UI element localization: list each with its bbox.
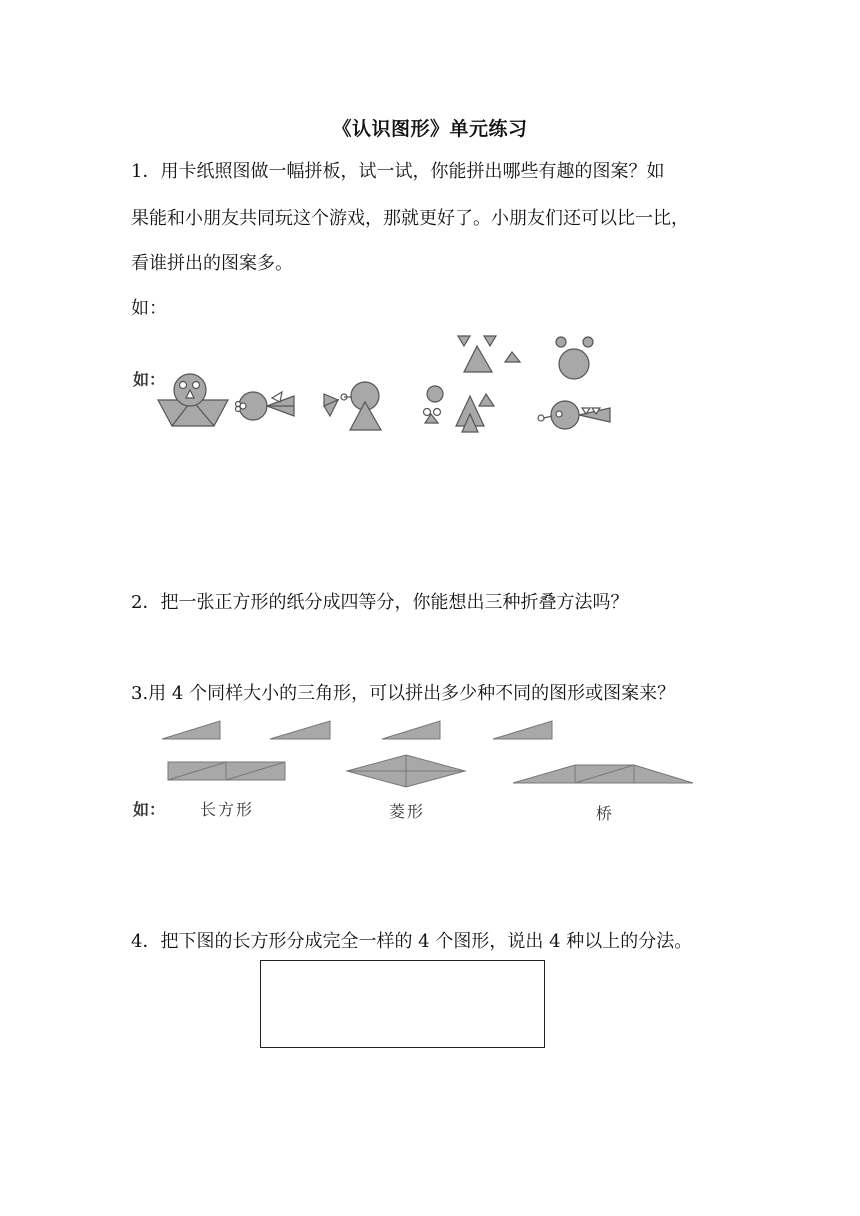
q1-figure-label: 如： [133, 370, 166, 389]
page-title: 《认识图形》单元练习 [332, 118, 528, 140]
q3-figure-prefix: 如： [133, 800, 166, 819]
loose-triangle [382, 721, 440, 739]
figure-rectangle [168, 762, 285, 780]
figure-fish [236, 392, 295, 420]
q1-line-3: 看谁拼出的图案多。 [131, 253, 293, 274]
figure-bridge [513, 765, 693, 783]
loose-triangle [162, 721, 220, 739]
caption-rhombus: 菱形 [389, 802, 426, 821]
q4-rectangle [260, 960, 545, 1048]
loose-triangle [493, 721, 552, 739]
q1-example-label: 如： [131, 298, 167, 319]
q2-text: 2．把一张正方形的纸分成四等分，你能想出三种折叠方法吗？ [131, 592, 629, 613]
figure-bird [324, 382, 381, 430]
loose-triangle [270, 721, 330, 739]
q1-tangram-figures [0, 330, 860, 450]
caption-rectangle: 长方形 [200, 800, 255, 819]
caption-bridge: 桥 [596, 804, 615, 823]
q1-line-1: 1．用卡纸照图做一幅拼板，试一试，你能拼出哪些有趣的图案？如 [131, 161, 665, 182]
q4-text: 4．把下图的长方形分成完全一样的 4 个图形，说出 4 种以上的分法。 [131, 931, 693, 952]
figure-person [158, 374, 228, 426]
q3-triangle-figures [0, 718, 860, 818]
q3-text: 3.用 4 个同样大小的三角形，可以拼出多少种不同的图形或图案来？ [131, 683, 676, 704]
figure-circle-creature [538, 337, 610, 429]
q1-line-2: 果能和小朋友共同玩这个游戏，那就更好了。小朋友们还可以比一比， [131, 208, 689, 229]
figure-rhombus [347, 755, 465, 787]
figure-triangle-group [424, 336, 521, 432]
